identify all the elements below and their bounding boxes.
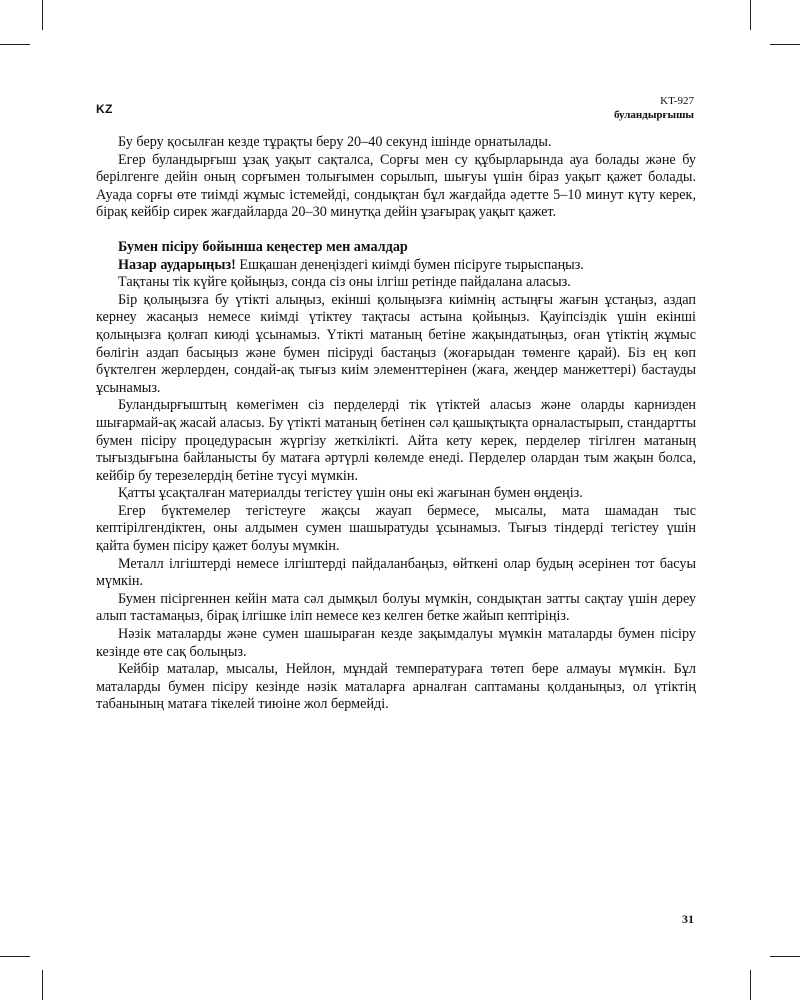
crop-mark: [770, 956, 800, 957]
paragraph: Бір қолыңызға бу үтікті алыңыз, екінші қолыңызға киімнің астыңғы жағын ұстаңыз, аздап кернеу жасаңыз немесе киімді үтіктеу тақтасы астына қойыңыз. Қауіпсіздік үшін екінші қолыңызға қолғап киюді ұсынамыз. Үтікті матаның бетіне жақындатыңыз, оған үтіктің жұмыс бөлігін аздап басыңыз және бумен пісіруді бастаңыз (жоғарыдан төменге қарай). Біз ең көп бүктелген жерлерден, сондай-ақ тығыз киім элементтерінен (жаға, жеңдер манжеттері) бастауды ұсынамыз.: [96, 291, 696, 396]
crop-mark: [750, 970, 751, 1000]
language-code: KZ: [96, 102, 113, 116]
warning-label: Назар аударыңыз!: [118, 256, 236, 273]
paragraph: Егер буландырғыш ұзақ уақыт сақталса, Сорғы мен су құбырларында ауа болады және бу берілгенге дейін оның сорғымен толығымен сорылып, шығуы үшін біраз уақыт қажет болады. Ауада сорғы өте тиімді жұмыс істемейді, сондықтан бұл жағдайда әдетте 5–10 минут күту керек, бірақ кейбір сирек жағдайларда 20–30 минутқа дейін ұзағырақ уақыт қажет.: [96, 151, 696, 221]
paragraph: Бу беру қосылған кезде тұрақты беру 20–40 секунд ішінде орнатылады.: [118, 134, 552, 150]
warning-text: Ешқашан денеңіздегі киімді бумен пісіруге тырыспаңыз.: [235, 256, 584, 273]
paragraph: Тақтаны тік күйге қойыңыз, сонда сіз оны ілгіш ретінде пайдалана аласыз.: [118, 274, 571, 291]
paragraph: Бумен пісіргеннен кейін мата сәл дымқыл болуы мүмкін, сондықтан затты сақтау үшін дереу алып тастамаңыз, бірақ ілгішке іліп немесе кез келген бетке жайып кептіріңіз.: [96, 590, 696, 625]
section-title: Бумен пісіру бойынша кеңестер мен амалдар: [118, 238, 408, 255]
paragraph: Нәзік маталарды және сумен шашыраған кезде зақымдалуы мүмкін маталарды бумен пісіру кезінде өте сақ болыңыз.: [96, 626, 696, 660]
crop-mark: [0, 44, 30, 45]
crop-mark: [0, 956, 30, 957]
paragraph: Егер бүктемелер тегістеуге жақсы жауап бермесе, мысалы, мата шамадан тыс кептірілгендіктен, оны алдымен сумен шашыратуды ұсынамыз. Тығыз тіндерді тегістеу үшін қайта бумен пісіру қажет болуы мүмкін.: [96, 502, 696, 555]
crop-mark: [42, 970, 43, 1000]
paragraph: Кейбір маталар, мысалы, Нейлон, мұндай температураға төтеп бере алмауы мүмкін. Бұл маталарды бумен пісіру кезінде нәзік маталарға арналған саптаманы қолданыңыз, ол үтіктің табанының матаға тікелей тиюіне жол бермейді.: [96, 661, 696, 713]
page-header: [614, 94, 694, 122]
paragraph: Металл ілгіштерді немесе ілгіштерді пайдаланбаңыз, өйткені олар будың әсерінен тот басуы мүмкін.: [96, 555, 696, 590]
page-number: 31: [682, 912, 694, 926]
paragraph: Буландырғыштың көмегімен сіз перделерді тік үтіктей аласыз және оларды карнизден шығармай-ақ жасай аласыз. Бу үтікті матаның бетінен сәл қашықтықта орналастырып, стандартты бумен пісіру процедурасын жүргізу жеткілікті. Айта кету керек, перделер тігілген матаның тығыздығына байланысты бу матаға әртүрлі көлемде енеді. Перделер олардан тым жақын болса, кейбір бу терезелердің бетіне түсуі мүмкін.: [96, 397, 696, 484]
crop-mark: [750, 0, 751, 30]
crop-mark: [770, 44, 800, 45]
paragraph: Қатты ұсақталған материалды тегістеу үшін оны екі жағынан бумен өңдеңіз.: [118, 485, 583, 502]
crop-mark: [42, 0, 43, 30]
model-number: KT-927: [660, 95, 694, 107]
product-name: буландырғышы: [613, 109, 694, 121]
warning-paragraph: [96, 257, 696, 275]
document-body: [96, 134, 696, 714]
